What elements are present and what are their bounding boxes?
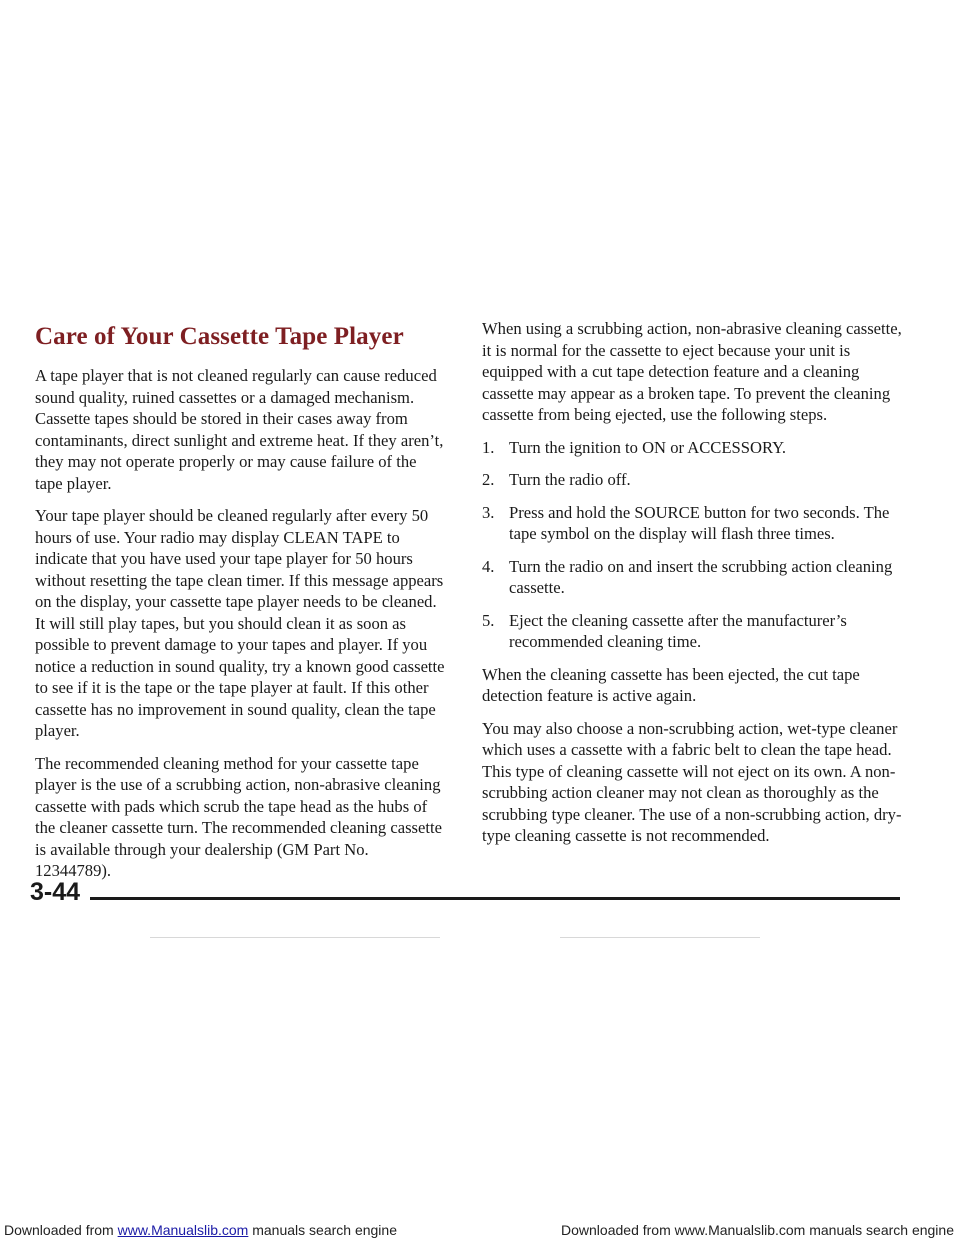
paragraph: When the cleaning cassette has been ejected, the cut tape detection feature is active again.	[482, 664, 860, 705]
step-item	[482, 437, 910, 459]
step-number: 5.	[482, 610, 495, 630]
paragraph: You may also choose a non-scrubbing action, wet-type cleaner which uses a cassette with a fabric belt to clean the tape head. This type of cleaning cassette will not eject on its own. A non-scrubbing action cleaner may not clean as thoroughly as the scrubbing type cleaner. The use of a non-scrubbing action, dry-type cleaning cassette is not recommended.	[482, 718, 902, 845]
download-footer	[4, 1222, 397, 1238]
manualslib-link[interactable]: www.Manualslib.com	[117, 1222, 249, 1238]
step-number: 2.	[482, 470, 495, 489]
step-number: 4.	[482, 556, 495, 576]
footer-suffix: manuals search engine	[248, 1222, 397, 1238]
scan-line	[150, 937, 440, 938]
step-text: Turn the radio off.	[509, 470, 631, 489]
paragraph: A tape player that is not cleaned regularly can cause reduced sound quality, ruined cassettes or a damaged mechanism. Cassette tapes should be stored in their cases away from contaminants, direct sunlight and extreme heat. If they aren’t, they may not operate properly or may cause failure of the tape player.	[35, 366, 444, 493]
download-footer-right: Downloaded from www.Manualslib.com manuals search engine	[561, 1222, 954, 1238]
section-heading: Care of Your Cassette Tape Player	[35, 323, 404, 350]
footer-rule	[90, 897, 900, 900]
step-text: Turn the ignition to ON or ACCESSORY.	[509, 437, 787, 457]
footer-prefix: Downloaded from	[4, 1222, 118, 1238]
step-item	[482, 502, 910, 545]
step-item	[482, 556, 910, 599]
steps-list	[482, 437, 910, 653]
step-text: Turn the radio on and insert the scrubbing action cleaning cassette.	[509, 556, 893, 597]
step-item	[482, 610, 910, 653]
page-number: 3-44	[30, 878, 81, 906]
paragraph: When using a scrubbing action, non-abrasive cleaning cassette, it is normal for the cassette to eject because your unit is equipped with a cut tape detection feature and a cleaning cassette may appear as a broken tape. To prevent the cleaning cassette from being ejected, use the following steps.	[482, 319, 902, 424]
step-number: 1.	[482, 437, 495, 457]
step-number: 3.	[482, 502, 495, 522]
scan-line	[560, 937, 760, 938]
left-column	[35, 318, 447, 893]
step-text: Press and hold the SOURCE button for two seconds. The tape symbol on the display will flash three times.	[509, 502, 890, 543]
step-item	[482, 469, 910, 491]
step-text: Eject the cleaning cassette after the manufacturer’s recommended cleaning time.	[509, 610, 847, 651]
paragraph: Your tape player should be cleaned regularly after every 50 hours of use. Your radio may display CLEAN TAPE to indicate that you have used your tape player for 50 hours without resetting the tape clean timer. If this message appears on the display, your cassette tape player needs to be cleaned. It will still play tapes, but you should clean it as soon as possible to prevent damage to your tapes and player. If you notice a reduction in sound quality, try a known good cassette to see if it is the tape or the tape player at fault. If this other cassette has no improvement in sound quality, clean the tape player.	[35, 506, 445, 740]
right-column	[482, 318, 910, 858]
paragraph: The recommended cleaning method for your cassette tape player is the use of a scrubbing action, non-abrasive cleaning cassette with pads which scrub the tape head as the hubs of the cleaner cassette turn. The recommended cleaning cassette is available through your dealership (GM Part No. 12344789).	[35, 753, 442, 880]
